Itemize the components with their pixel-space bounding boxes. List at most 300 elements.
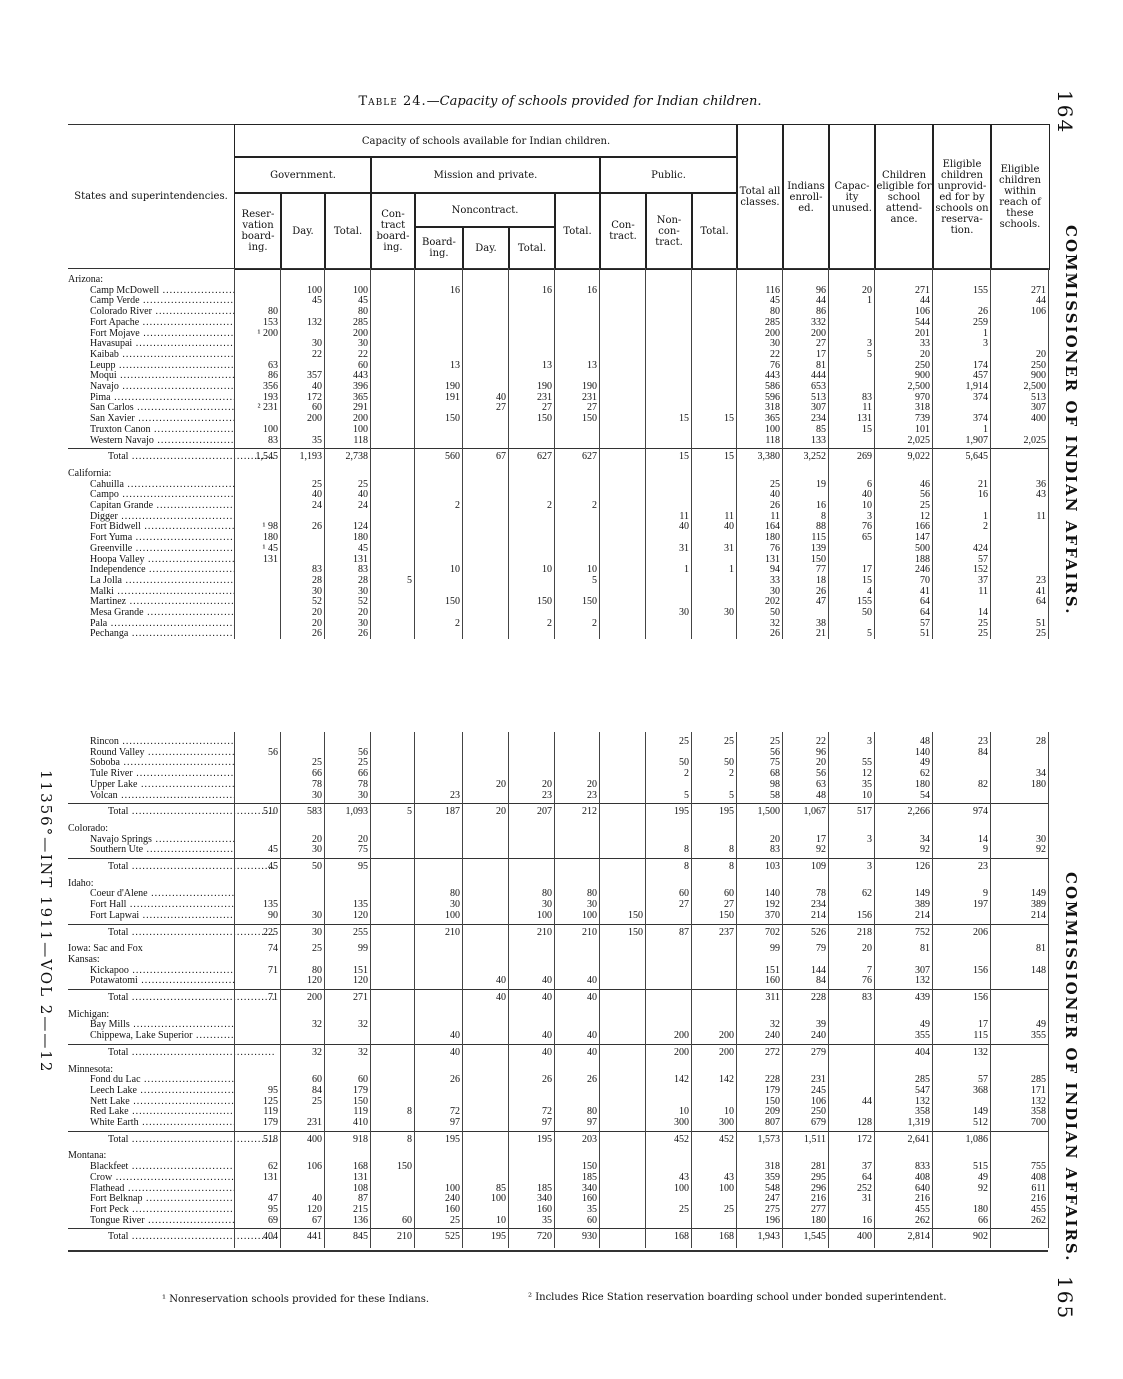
state-row	[68, 468, 1048, 479]
state-row	[68, 943, 1048, 954]
table-cell: 44	[862, 1095, 872, 1107]
table-cell: 5	[867, 628, 872, 640]
row-label: Camp McDowell .....	[90, 285, 234, 296]
table-cell: 106	[915, 306, 930, 318]
table-cell: 119	[353, 1106, 368, 1118]
table-cell: 17	[862, 564, 872, 576]
table-cell: 148	[1031, 964, 1046, 976]
table-cell: 355	[915, 1030, 930, 1042]
table-cell: 35	[587, 1203, 597, 1215]
table-cell: 52	[358, 596, 368, 608]
table-cell: 19	[816, 478, 826, 490]
table-cell: ¹ 98	[262, 521, 278, 533]
header-boarding: Board-ing.	[414, 226, 464, 270]
table-cell: 14	[978, 607, 988, 618]
table-cell: 214	[1031, 909, 1046, 921]
table-cell: 18	[816, 574, 826, 586]
table-cell: 452	[719, 1133, 734, 1145]
row-label: Digger .....	[90, 511, 234, 522]
table-cell: 86	[816, 306, 826, 318]
table-cell: 11	[679, 510, 689, 522]
row-label: Tongue River .....	[90, 1215, 234, 1226]
table-cell: 131	[857, 413, 872, 425]
table-cell: 396	[353, 381, 368, 392]
table-cell: 28	[1036, 736, 1046, 747]
table-cell: 115	[973, 1030, 988, 1042]
header-contract-boarding: Con-tract board-ing.	[370, 192, 416, 270]
table-cell: 78	[816, 888, 826, 900]
table-cell: 40	[450, 1046, 460, 1058]
table-cell: 168	[719, 1231, 734, 1243]
header-contract: Con-tract.	[599, 192, 647, 270]
table-cell: 252	[857, 1182, 872, 1194]
table-cell: 3	[867, 510, 872, 522]
row-label: Iowa: Sac and Fox	[68, 943, 143, 955]
table-cell: 17	[978, 1019, 988, 1031]
table-cell: 57	[920, 617, 930, 629]
table-cell: 272	[765, 1046, 780, 1058]
table-cell: 20	[312, 833, 322, 845]
table-cell: 234	[811, 899, 826, 911]
table-cell: 92	[816, 844, 826, 856]
table-cell: 8	[407, 1133, 412, 1145]
table-cell: 271	[915, 284, 930, 296]
table-cell: 21	[816, 628, 826, 640]
table-cell: 132	[973, 1046, 988, 1058]
table-row	[68, 747, 1048, 758]
table-cell: 12	[862, 768, 872, 780]
header-public: Public.	[599, 156, 738, 194]
table-cell: 596	[765, 391, 780, 403]
column-divider	[234, 732, 235, 1248]
table-cell: 1,193	[299, 451, 322, 463]
row-label: Colorado:	[68, 822, 108, 834]
row-label: Leupp .....	[90, 360, 234, 371]
table-cell: 32	[312, 1019, 322, 1031]
table-cell: 455	[915, 1203, 930, 1215]
table-cell: 20	[1036, 348, 1046, 360]
table-cell: 26	[542, 1074, 552, 1086]
table-cell: 14	[978, 833, 988, 845]
table-cell: 174	[973, 359, 988, 371]
header-day: Day.	[280, 192, 326, 270]
table-cell: 16	[587, 284, 597, 296]
table-cell: 60	[724, 888, 734, 900]
total-row	[68, 806, 1048, 817]
table-cell: 192	[765, 899, 780, 911]
table-cell: 307	[1031, 402, 1046, 414]
table-cell: 155	[857, 596, 872, 608]
column-divider	[990, 268, 991, 639]
table-cell: 172	[307, 391, 322, 403]
table-cell: 180	[765, 532, 780, 544]
state-row	[68, 823, 1048, 834]
table-cell: 586	[765, 381, 780, 392]
column-divider	[828, 268, 829, 639]
table-cell: 358	[915, 1106, 930, 1118]
table-row	[68, 779, 1048, 790]
table-cell: 1	[867, 295, 872, 307]
table-cell: 150	[537, 596, 552, 608]
table-cell: 400	[857, 1231, 872, 1243]
table-cell: 48	[920, 736, 930, 747]
table-cell: 118	[765, 434, 780, 446]
table-cell: 210	[582, 926, 597, 938]
table-cell: 32	[312, 1046, 322, 1058]
table-cell: 30	[724, 607, 734, 618]
table-cell: 26	[358, 628, 368, 640]
table-cell: 179	[263, 1117, 278, 1128]
table-cell: 30	[770, 338, 780, 350]
table-cell: 97	[542, 1117, 552, 1128]
table-cell: 25	[1036, 628, 1046, 640]
table-cell: 68	[770, 768, 780, 780]
table-cell: 400	[307, 1133, 322, 1145]
table-row	[68, 768, 1048, 779]
row-label: Arizona:	[68, 274, 103, 285]
header-government: Government.	[234, 156, 372, 194]
total-rule	[68, 924, 1048, 925]
table-cell: 218	[857, 926, 872, 938]
table-cell: 214	[811, 909, 826, 921]
table-cell: 125	[263, 1095, 278, 1107]
table-cell: 845	[353, 1231, 368, 1243]
table-cell: 49	[978, 1171, 988, 1183]
table-cell: 240	[811, 1030, 826, 1042]
table-cell: 13	[542, 359, 552, 371]
table-cell: 27	[724, 899, 734, 911]
table-cell: 45	[358, 542, 368, 554]
table-cell: 918	[353, 1133, 368, 1145]
table-cell: 44	[920, 295, 930, 307]
table-cell: 156	[857, 909, 872, 921]
table-cell: 200	[674, 1030, 689, 1042]
table-cell: 25	[724, 736, 734, 747]
column-divider	[508, 732, 509, 1248]
table-cell: 5	[407, 574, 412, 586]
table-row	[68, 317, 1048, 328]
table-cell: 83	[862, 992, 872, 1003]
column-divider	[932, 732, 933, 1248]
row-label: Total .....	[108, 1231, 274, 1242]
table-cell: 30	[679, 607, 689, 618]
table-cell: 60	[312, 402, 322, 414]
table-cell: 1	[684, 564, 689, 576]
table-cell: 195	[537, 1133, 552, 1145]
table-cell: 150	[445, 596, 460, 608]
table-cell: 5	[592, 574, 597, 586]
table-cell: 82	[978, 778, 988, 790]
table-cell: 970	[915, 391, 930, 403]
header-res-boarding: Reser-vation board-ing.	[234, 192, 282, 270]
table-cell: 96	[816, 284, 826, 296]
table-cell: 807	[765, 1117, 780, 1128]
table-cell: 201	[915, 327, 930, 339]
table-row	[68, 328, 1048, 339]
table-cell: 13	[587, 359, 597, 371]
column-divider	[990, 732, 991, 1248]
table-cell: 17	[816, 833, 826, 845]
table-row	[68, 975, 1048, 986]
table-cell: 200	[719, 1046, 734, 1058]
table-row	[68, 295, 1048, 306]
table-cell: 150	[582, 413, 597, 425]
table-cell: 40	[679, 521, 689, 533]
table-row	[68, 1117, 1048, 1128]
table-cell: 513	[1031, 391, 1046, 403]
table-cell: 30	[1036, 833, 1046, 845]
table-cell: 206	[973, 926, 988, 938]
table-row	[68, 899, 1048, 910]
total-rule	[68, 989, 1048, 990]
table-cell: 147	[915, 532, 930, 544]
table-cell: 3,380	[757, 451, 780, 463]
row-label: Minnesota:	[68, 1063, 113, 1075]
table-cell: 160	[537, 1203, 552, 1215]
table-cell: 150	[765, 1095, 780, 1107]
table-cell: 2,500	[907, 381, 930, 392]
table-cell: 150	[719, 909, 734, 921]
table-cell: 164	[765, 521, 780, 533]
table-cell: 132	[1031, 1095, 1046, 1107]
table-cell: 2	[684, 768, 689, 780]
table-cell: 15	[862, 423, 872, 435]
table-row	[68, 489, 1048, 500]
table-row	[68, 435, 1048, 446]
table-cell: 100	[582, 909, 597, 921]
table-cell: 240	[445, 1193, 460, 1205]
table-title	[300, 94, 820, 109]
table-cell: 653	[811, 381, 826, 392]
table-cell: 271	[353, 992, 368, 1003]
column-divider	[736, 732, 737, 1248]
row-label: Moqui .....	[90, 370, 234, 381]
table-cell: 65	[862, 532, 872, 544]
column-divider	[370, 268, 371, 639]
header-total: Total.	[324, 192, 372, 270]
table-cell: 84	[978, 746, 988, 758]
table-cell: 259	[973, 316, 988, 328]
table-cell: 64	[920, 596, 930, 608]
table-cell: 55	[862, 757, 872, 769]
table-cell: 408	[1031, 1171, 1046, 1183]
table-cell: 49	[920, 1019, 930, 1031]
header-eligible: Children eligible for school attend-ance.	[874, 124, 934, 270]
table-cell: 185	[582, 1171, 597, 1183]
row-label: Pima .....	[90, 392, 234, 403]
table-cell: 57	[978, 553, 988, 565]
table-cell: 32	[358, 1019, 368, 1031]
table-row	[68, 757, 1048, 768]
table-cell: 40	[724, 521, 734, 533]
table-cell: 22	[770, 348, 780, 360]
table-cell: 8	[821, 510, 826, 522]
state-row	[68, 1064, 1048, 1075]
table-cell: 332	[811, 316, 826, 328]
row-label: Coeur d'Alene .....	[90, 888, 234, 899]
state-row	[68, 878, 1048, 889]
table-cell: 1,067	[803, 806, 826, 818]
table-cell: 13	[450, 359, 460, 371]
table-cell: 25	[724, 1203, 734, 1215]
table-cell: 25	[920, 500, 930, 511]
table-cell: 513	[811, 391, 826, 403]
table-cell: 66	[312, 768, 322, 780]
table-cell: 92	[920, 844, 930, 856]
table-cell: 25	[450, 1214, 460, 1226]
table-row	[68, 285, 1048, 296]
table-cell: 126	[915, 861, 930, 872]
table-cell: 318	[915, 402, 930, 414]
table-cell: 548	[765, 1182, 780, 1194]
table-cell: 2,500	[1023, 381, 1046, 392]
table-title-text: —Capacity of schools provided for Indian children.	[426, 94, 762, 109]
table-cell: 149	[973, 1106, 988, 1118]
table-cell: 149	[1031, 888, 1046, 900]
table-cell: 76	[770, 542, 780, 554]
table-cell: 215	[353, 1203, 368, 1215]
table-cell: 150	[397, 1161, 412, 1173]
table-row	[68, 628, 1048, 639]
column-divider	[462, 268, 463, 639]
column-divider	[874, 268, 875, 639]
column-divider	[554, 268, 555, 639]
row-label: La Jolla .....	[90, 575, 234, 586]
table-cell: 46	[920, 478, 930, 490]
table-cell: 30	[587, 899, 597, 911]
table-cell: 106	[811, 1095, 826, 1107]
table-cell: 118	[353, 434, 368, 446]
table-cell: 100	[263, 423, 278, 435]
table-cell: 8	[684, 844, 689, 856]
table-cell: 627	[582, 451, 597, 463]
column-divider	[370, 732, 371, 1248]
row-label: Kaibab .....	[90, 349, 234, 360]
table-cell: 12	[920, 510, 930, 522]
table-cell: 40	[587, 992, 597, 1003]
table-cell: 26	[587, 1074, 597, 1086]
row-label: Fort Lapwai .....	[90, 910, 234, 921]
table-cell: 20	[358, 607, 368, 618]
table-cell: 190	[537, 381, 552, 392]
table-row	[68, 554, 1048, 565]
table-cell: 95	[358, 861, 368, 872]
table-cell: 3	[983, 338, 988, 350]
table-cell: 180	[973, 1203, 988, 1215]
table-cell: 16	[978, 489, 988, 501]
row-label: Round Valley .....	[90, 747, 234, 758]
row-label: Soboba .....	[90, 757, 234, 768]
table-cell: 85	[496, 1182, 506, 1194]
table-cell: 512	[973, 1117, 988, 1128]
table-cell: 9,022	[907, 451, 930, 463]
table-cell: 120	[353, 909, 368, 921]
footnote-1: ¹ Nonreservation schools provided for these Indians.	[162, 1294, 430, 1305]
table-cell: 231	[307, 1117, 322, 1128]
table-cell: 30	[358, 789, 368, 801]
table-cell: 83	[358, 564, 368, 576]
table-cell: 191	[445, 391, 460, 403]
table-cell: 16	[862, 1214, 872, 1226]
table-cell: 7	[867, 964, 872, 976]
table-cell: 1	[729, 564, 734, 576]
table-cell: 180	[915, 778, 930, 790]
table-row	[68, 834, 1048, 845]
table-cell: 200	[719, 1030, 734, 1042]
table-cell: 195	[719, 806, 734, 818]
table-cell: 15	[679, 413, 689, 425]
row-label: Campo .....	[90, 489, 234, 500]
row-label: Total .....	[108, 1047, 274, 1058]
header-total2: Total.	[508, 226, 556, 270]
table-cell: 318	[765, 1161, 780, 1173]
table-cell: 80	[542, 888, 552, 900]
row-label: Fort Mojave .....	[90, 328, 234, 339]
table-cell: 25	[679, 1203, 689, 1215]
table-cell: 99	[358, 943, 368, 955]
table-cell: 185	[537, 1182, 552, 1194]
table-cell: 40	[770, 489, 780, 501]
running-header-top: COMMISSIONER OF INDIAN AFFAIRS.	[1062, 225, 1080, 616]
table-cell: 172	[857, 1133, 872, 1145]
table-cell: 209	[765, 1106, 780, 1118]
table-cell: 679	[811, 1117, 826, 1128]
table-row	[68, 607, 1048, 618]
table-row	[68, 532, 1048, 543]
table-row	[68, 306, 1048, 317]
row-label: Potawatomi .....	[90, 975, 234, 986]
table-row	[68, 402, 1048, 413]
table-cell: 21	[978, 478, 988, 490]
table-cell: 43	[679, 1171, 689, 1183]
table-cell: 150	[628, 926, 643, 938]
table-cell: 195	[491, 1231, 506, 1243]
header-unused: Capac-ity unused.	[828, 124, 876, 270]
table-cell: 35	[312, 434, 322, 446]
table-cell: 340	[537, 1193, 552, 1205]
table-cell: 517	[857, 806, 872, 818]
table-cell: 2	[983, 521, 988, 533]
table-cell: 25	[770, 736, 780, 747]
table-row	[68, 790, 1048, 801]
table-cell: 100	[491, 1193, 506, 1205]
table-cell: 195	[445, 1133, 460, 1145]
table-cell: 78	[358, 778, 368, 790]
table-cell: 640	[915, 1182, 930, 1194]
row-label: California:	[68, 467, 112, 479]
table-cell: 2	[547, 617, 552, 629]
table-cell: 518	[263, 1133, 278, 1145]
row-label: Truxton Canon .....	[90, 424, 234, 435]
table-cell: 11	[770, 510, 780, 522]
row-label: Martinez .....	[90, 596, 234, 607]
table-cell: 193	[263, 391, 278, 403]
table-cell: 190	[445, 381, 460, 392]
table-cell: 1,500	[757, 806, 780, 818]
table-cell: 150	[537, 413, 552, 425]
table-cell: 86	[268, 370, 278, 382]
table-cell: 23	[587, 789, 597, 801]
table-row	[68, 1019, 1048, 1030]
table-cell: 99	[770, 943, 780, 955]
table-cell: 180	[811, 1214, 826, 1226]
table-cell: 40	[862, 489, 872, 501]
table-cell: 100	[674, 1182, 689, 1194]
table-cell: 262	[915, 1214, 930, 1226]
header-total4: Total.	[691, 192, 738, 270]
table-cell: 120	[307, 975, 322, 987]
row-label: Chippewa, Lake Superior .....	[90, 1030, 234, 1041]
